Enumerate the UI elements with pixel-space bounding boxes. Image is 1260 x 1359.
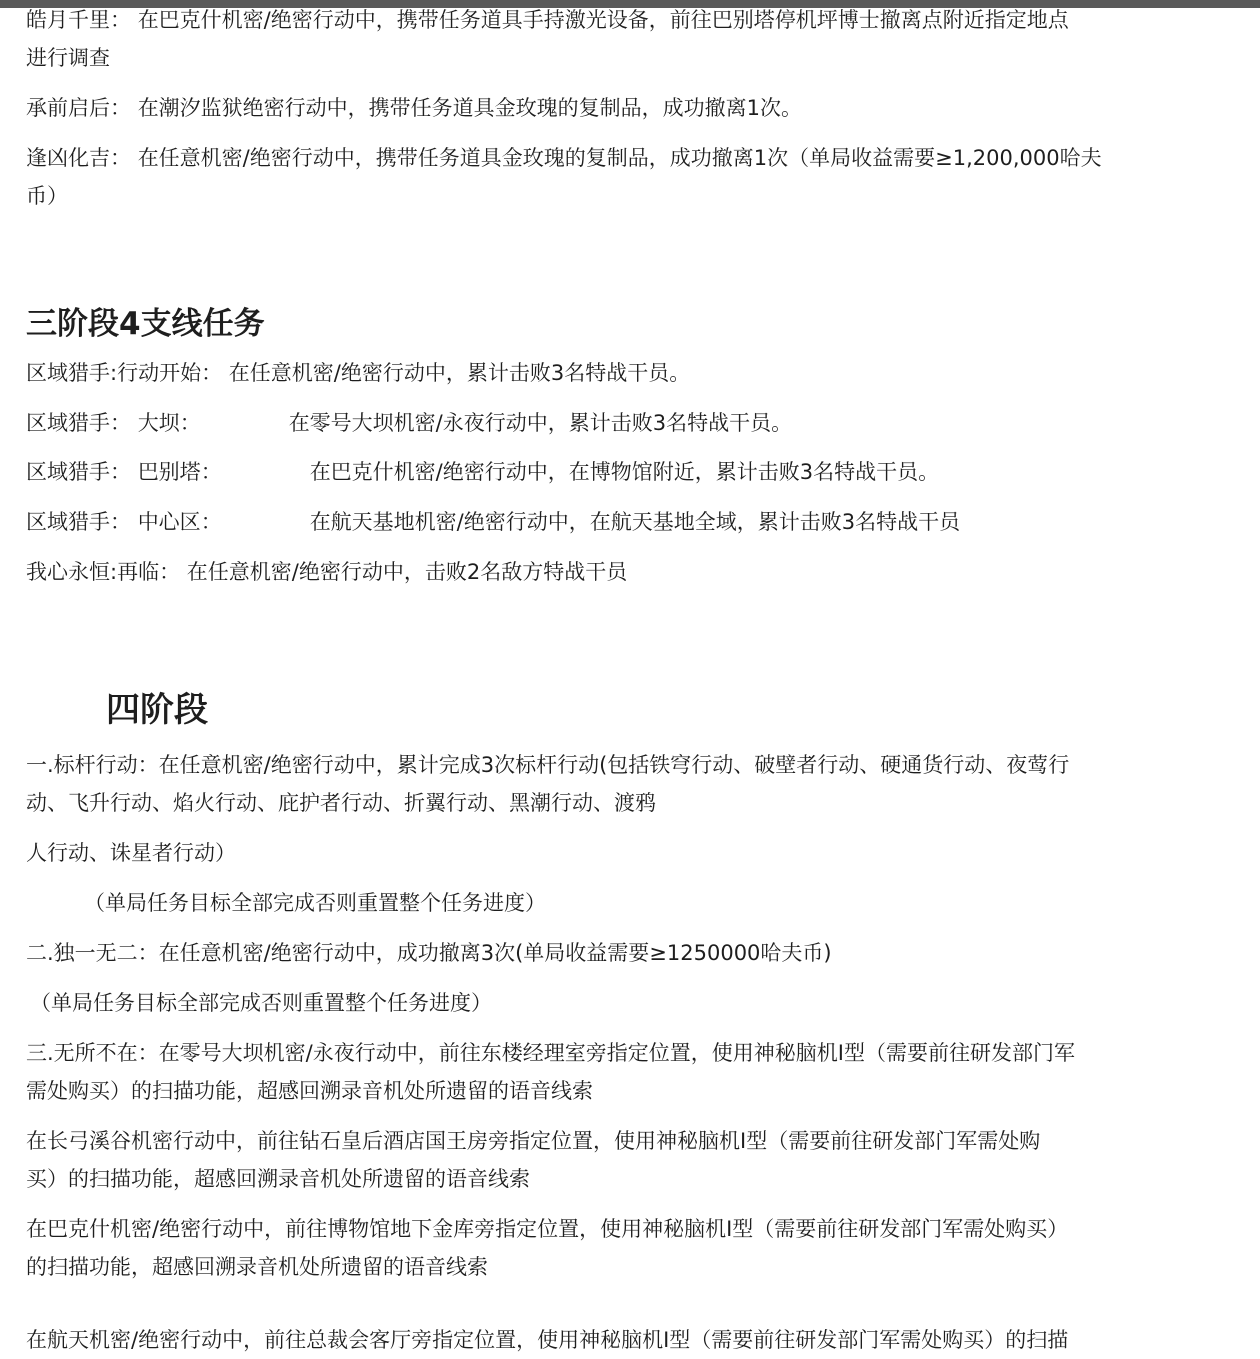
stage4-task1-line1: 一.标杆行动：在任意机密/绝密行动中，累计完成3次标杆行动(包括铁穹行动、破壁者行动、硬通货行动、夜莺行	[26, 753, 1070, 777]
stage4-heading: 四阶段	[106, 690, 208, 730]
stage4-task2-line: 二.独一无二：在任意机密/绝密行动中，成功撤离3次(单局收益需要≥1250000哈夫币)	[26, 941, 832, 965]
stage3-heading: 三阶段4支线任务	[26, 306, 265, 342]
stage4-task1-line3: 人行动、诛星者行动）	[26, 841, 236, 865]
stage4-task1-note: （单局任务目标全部完成否则重置整个任务进度）	[84, 891, 546, 915]
stage3-task-1: 区域猎手:行动开始： 在任意机密/绝密行动中，累计击败3名特战干员。	[26, 361, 691, 385]
stage3-task-3: 区域猎手： 巴别塔： 在巴克什机密/绝密行动中，在博物馆附近，累计击败3名特战干员。	[26, 460, 940, 484]
stage3-task-5: 我心永恒:再临： 在任意机密/绝密行动中，击败2名敌方特战干员	[26, 560, 628, 584]
stage4-task3-line2: 需处购买）的扫描功能，超感回溯录音机处所遗留的语音线索	[26, 1079, 593, 1103]
stage3-task-4: 区域猎手： 中心区： 在航天基地机密/绝密行动中，在航天基地全域，累计击败3名特战干员	[26, 510, 961, 534]
stage4-task1-line2: 动、飞升行动、焰火行动、庇护者行动、折翼行动、黑潮行动、渡鸦	[26, 791, 656, 815]
task-line-fengxiong: 逢凶化吉： 在任意机密/绝密行动中，携带任务道具金玫瑰的复制品，成功撤离1次（单局收益需要≥1,200,000哈夫	[26, 146, 1102, 170]
task-line-fengxiong-cont: 币）	[26, 184, 68, 208]
stage4-task2-note: （单局任务目标全部完成否则重置整个任务进度）	[30, 991, 492, 1015]
task-line-haoyue: 皓月千里： 在巴克什机密/绝密行动中，携带任务道具手持激光设备，前往巴别塔停机坪博士撤离点附近指定地点	[26, 8, 1069, 32]
stage4-para4-line1-cut: 在航天机密/绝密行动中，前往总裁会客厅旁指定位置，使用神秘脑机I型（需要前往研发部门军需处购买）的扫描	[26, 1328, 1069, 1352]
stage4-para2-line2: 买）的扫描功能，超感回溯录音机处所遗留的语音线索	[26, 1167, 530, 1191]
task-line-chengqian: 承前启后： 在潮汐监狱绝密行动中，携带任务道具金玫瑰的复制品，成功撤离1次。	[26, 96, 803, 120]
stage4-task3-line1: 三.无所不在：在零号大坝机密/永夜行动中，前往东楼经理室旁指定位置，使用神秘脑机I型（需要前往研发部门军	[26, 1041, 1075, 1065]
task-line-haoyue-cont: 进行调查	[26, 46, 110, 70]
stage3-task-2: 区域猎手： 大坝： 在零号大坝机密/永夜行动中，累计击败3名特战干员。	[26, 411, 793, 435]
stage4-para2-line1: 在长弓溪谷机密行动中，前往钻石皇后酒店国王房旁指定位置，使用神秘脑机I型（需要前往研发部门军需处购	[26, 1129, 1041, 1153]
stage4-para3-line2: 的扫描功能，超感回溯录音机处所遗留的语音线索	[26, 1255, 488, 1279]
stage4-para3-line1: 在巴克什机密/绝密行动中，前往博物馆地下金库旁指定位置，使用神秘脑机I型（需要前往研发部门军需处购买）	[26, 1217, 1069, 1241]
